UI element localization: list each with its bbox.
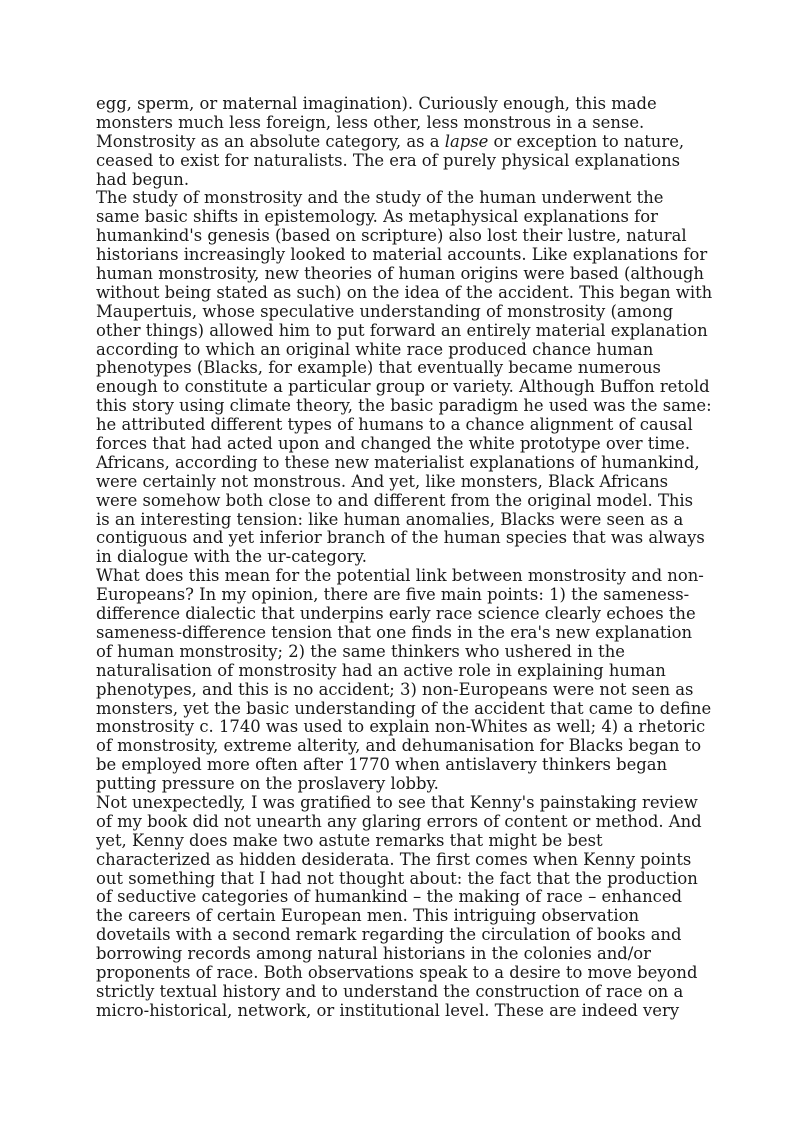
text-line: humankind's genesis (based on scripture) also lost their lustre, natural <box>96 226 687 246</box>
italic-term-lapse: lapse <box>444 131 489 151</box>
text-line: What does this mean for the potential link between monstrosity and non- <box>96 566 704 586</box>
text-line: the careers of certain European men. This intriguing observation <box>96 906 640 926</box>
text-line: this story using climate theory, the basic paradigm he used was the same: <box>96 396 712 416</box>
text-line <box>96 133 716 152</box>
text-line: without being stated as such) on the idea of the accident. This began with <box>96 282 713 302</box>
text-line: of monstrosity, extreme alterity, and dehumanisation for Blacks began to <box>96 736 702 756</box>
text-line: egg, sperm, or maternal imagination). Curiously enough, this made <box>96 94 657 113</box>
text-line: contiguous and yet inferior branch of the human species that was always <box>96 528 705 548</box>
text-line: were somehow both close to and different from the original model. This <box>96 490 694 510</box>
text-line: of human monstrosity; 2) the same thinkers who ushered in the <box>96 641 625 661</box>
text-line: dovetails with a second remark regarding the circulation of books and <box>96 925 682 945</box>
text-line: same basic shifts in epistemology. As metaphysical explanations for <box>96 207 658 227</box>
paragraph-2 <box>96 189 716 567</box>
text-line: Europeans? In my opinion, there are five main points: 1) the sameness- <box>96 585 690 605</box>
text-line: were certainly not monstrous. And yet, like monsters, Black Africans <box>96 471 669 491</box>
text-line: monstrosity c. 1740 was used to explain non-Whites as well; 4) a rhetoric <box>96 717 706 737</box>
text-line: characterized as hidden desiderata. The first comes when Kenny points <box>96 849 692 869</box>
paragraph-3 <box>96 567 716 794</box>
paragraph-1 <box>96 95 716 189</box>
text-line: yet, Kenny does make two astute remarks that might be best <box>96 830 603 850</box>
text-line: is an interesting tension: like human anomalies, Blacks were seen as a <box>96 509 684 529</box>
text-line: proponents of race. Both observations speak to a desire to move beyond <box>96 962 698 982</box>
text-line: borrowing records among natural historians in the colonies and/or <box>96 944 652 964</box>
document-page <box>96 95 716 1021</box>
text-line: be employed more often after 1770 when antislavery thinkers began <box>96 755 668 775</box>
text-line: historians increasingly looked to material accounts. Like explanations for <box>96 245 708 265</box>
text-segment: Monstrosity as an absolute category, as a <box>96 131 445 151</box>
text-line: micro-historical, network, or institutional level. These are indeed very <box>96 1000 680 1020</box>
text-line: Maupertuis, whose speculative understanding of monstrosity (among <box>96 301 674 321</box>
text-segment: or exception to nature, <box>488 131 685 151</box>
text-line: phenotypes (Blacks, for example) that eventually became numerous <box>96 358 661 378</box>
text-line: difference dialectic that underpins early race science clearly echoes the <box>96 604 696 624</box>
text-line: naturalisation of monstrosity had an active role in explaining human <box>96 660 666 680</box>
text-line: according to which an original white race produced chance human <box>96 339 654 359</box>
text-line: sameness-difference tension that one finds in the era's new explanation <box>96 622 693 642</box>
text-line: other things) allowed him to put forward an entirely material explanation <box>96 320 708 340</box>
text-line: human monstrosity, new theories of human origins were based (although <box>96 264 704 284</box>
text-line: in dialogue with the ur-category. <box>96 547 367 567</box>
text-line: putting pressure on the proslavery lobby. <box>96 774 439 794</box>
text-line: of seductive categories of humankind – the making of race – enhanced <box>96 887 683 907</box>
text-line: of my book did not unearth any glaring errors of content or method. And <box>96 811 702 831</box>
text-line: The study of monstrosity and the study of the human underwent the <box>96 188 664 208</box>
text-line: strictly textual history and to understand the construction of race on a <box>96 981 684 1001</box>
text-line: Africans, according to these new materialist explanations of humankind, <box>96 452 700 472</box>
text-line: Not unexpectedly, I was gratified to see that Kenny's painstaking review <box>96 792 698 812</box>
text-line: monsters, yet the basic understanding of the accident that came to define <box>96 698 712 718</box>
text-line: forces that had acted upon and changed the white prototype over time. <box>96 434 691 454</box>
text-line: enough to constitute a particular group or variety. Although Buffon retold <box>96 377 710 397</box>
text-line: monsters much less foreign, less other, less monstrous in a sense. <box>96 112 645 132</box>
text-line: out something that I had not thought about: the fact that the production <box>96 868 698 888</box>
text-line: he attributed different types of humans to a chance alignment of causal <box>96 415 693 435</box>
text-line: ceased to exist for naturalists. The era of purely physical explanations <box>96 150 681 170</box>
text-line: phenotypes, and this is no accident; 3) non-Europeans were not seen as <box>96 679 694 699</box>
paragraph-4 <box>96 794 716 1021</box>
text-line: had begun. <box>96 169 190 189</box>
